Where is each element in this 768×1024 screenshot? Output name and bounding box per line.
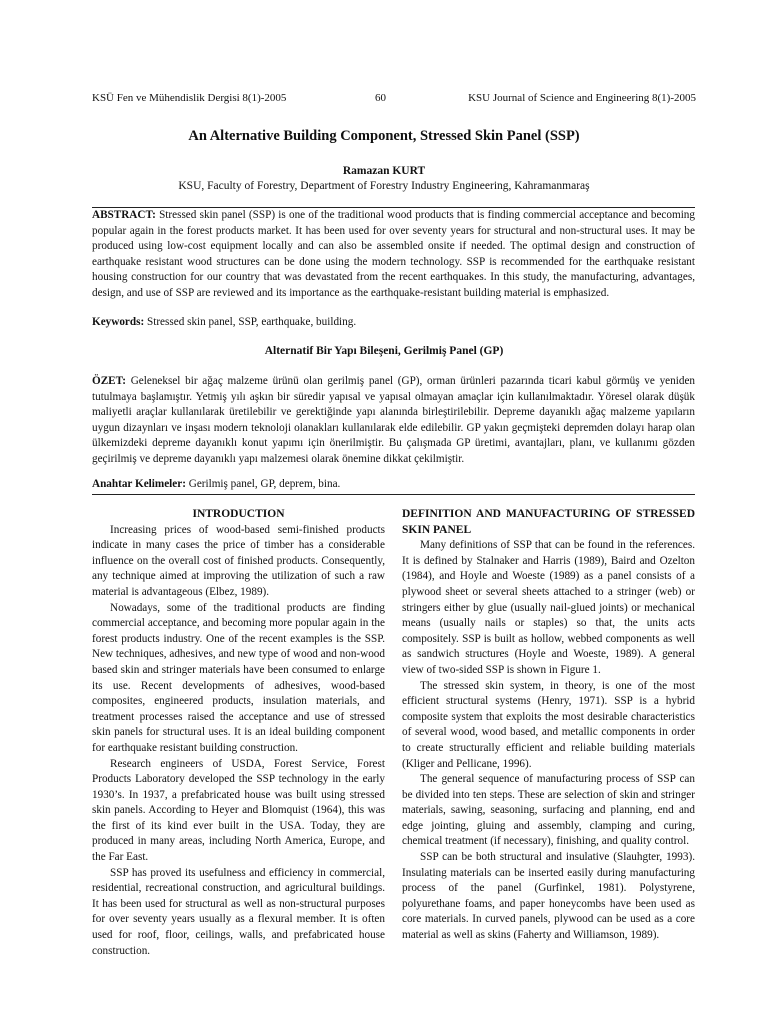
paragraph: Nowadays, some of the traditional products are finding commercial acceptance, and becoming more popular again in the forest products industry. One of the recent examples is the SSP. New techniques, adhesives, and new type of wood and non-wood based skin and stringer materials have been consumed to enlarge its use. Recent developments of adhesives, wood-based composites, engineered products, insulation materials, and treatment processes raised the acceptance and use of stressed skin panels for structural uses. It is an ideal building component for earthquake resistant building construction.	[92, 601, 385, 754]
paragraph: The general sequence of manufacturing process of SSP can be divided into ten steps. These are selection of skin and stringer materials, sawing, seasoning, surfacing and planning, end and edge jointing, gluing and assembly, clamping and curing, chemical treatment (if necessary), finishing, and quality control.	[402, 773, 695, 848]
header-journal-tr: KSÜ Fen ve Mühendislik Dergisi 8(1)-2005	[92, 92, 287, 104]
abstract-label: ABSTRACT:	[92, 209, 156, 221]
right-column	[402, 507, 695, 944]
running-header	[92, 92, 696, 108]
abstract-bottom-rule	[92, 494, 695, 495]
definition-heading: DEFINITION AND MANUFACTURING OF STRESSED SKIN PANEL	[402, 508, 695, 536]
header-journal-en: KSU Journal of Science and Engineering 8(1)-2005	[468, 92, 696, 104]
left-column	[92, 507, 385, 959]
introduction-heading: INTRODUCTION	[192, 508, 285, 520]
anahtar-text: Gerilmiş panel, GP, deprem, bina.	[185, 478, 341, 490]
keywords-text: Stressed skin panel, SSP, earthquake, building.	[144, 316, 357, 328]
paragraph: SSP can be both structural and insulative (Slauhgter, 1993). Insulating materials can be inserted easily during manufacturing process of the panel (Gurfinkel, 1981). Polystyrene, polyurethane foams, and paper honeycombs have been used as core materials. In curved panels, plywood can be used as a core material as well as skins (Faherty and Williamson, 1989).	[402, 851, 695, 942]
ozet	[92, 374, 695, 468]
anahtar-label: Anahtar Kelimeler:	[92, 478, 186, 490]
header-page-number: 60	[375, 92, 386, 104]
anahtar-kelimeler	[92, 477, 695, 493]
paragraph: The stressed skin system, in theory, is one of the most efficient structural systems (Henry, 1971). SSP is a hybrid composite system that exploits the most desirable characteristics of several wood, wood based, and metallic components in order to create structurally efficient and reliable building materials (Kliger and Pellicane, 1996).	[402, 679, 695, 770]
paragraph: Many definitions of SSP that can be found in the references. It is defined by Stalnaker and Harris (1989), Baird and Ozelton (1984), and Hoyle and Woeste (1989) as a panel consists of a plywood sheet or several sheets attached to a stringer (web) or stringers either by glue (usually nail-glued joints) or mechanical means (usually nails or staples) so that, the units acts compositely. SSP is built as hollow, webbed components as well as sandwich structures (Hoyle and Woeste, 1989). A general view of two-sided SSP is shown in Figure 1.	[402, 539, 695, 676]
paper-title: An Alternative Building Component, Stressed Skin Panel (SSP)	[188, 128, 580, 144]
author-name: Ramazan KURT	[342, 165, 426, 177]
paragraph: Increasing prices of wood-based semi-finished products indicate in many cases the price of timber has a considerable influence on the overall cost of finished products. Consequently, any technique aimed at improving the utilization of such a raw material is advantageous (Elbez, 1989).	[92, 523, 385, 598]
keywords-label: Keywords:	[92, 316, 145, 328]
turkish-title: Alternatif Bir Yapı Bileşeni, Gerilmiş Panel (GP)	[264, 345, 504, 357]
ozet-text: Geleneksel bir ağaç malzeme ürünü olan gerilmiş panel (GP), orman ürünleri pazarında ticari kabul görmüş ve yeniden tutulmaya başlamıştır. Yetmiş yılı aşkın bir süredir yapısal ve yapısal olmayan amaçlar için kullanılmaktadır. Yöresel olarak düşük maliyetli araçlar kullanılarak üretilebilir ve gerektiğinde yapı alanında birleştirilebilir. Depreme dayanıklı ağaç malzeme yapıların uygun dizaynları ve inşası modern teknoloji olanakları kullanılarak elde edilebilir. GP yakın geçmişteki depremden dolayı harap olan ülkemizdeki depreme dayanıklı konut yapımı için önerilmiştir. Bu çalışmada GP üretimi, avantajları, planı, ve kullanımı gözden geçirilmiş ve depreme dayanıklı yapı malzemesi olarak önemine dikkat çekilmiştir.	[92, 375, 695, 465]
keywords	[92, 315, 695, 331]
paragraph: SSP has proved its usefulness and efficiency in commercial, residential, recreational construction, and agricultural buildings. It has been used for structural as well as non-structural purposes for over seventy years usually as a flexural member. It is often used for roof, floor, ceilings, walls, and prefabricated house construction.	[92, 866, 385, 957]
paragraph: Research engineers of USDA, Forest Service, Forest Products Laboratory developed the SSP technology in the early 1930’s. In 1937, a prefabricated house was built using stressed skin panels. According to Heyer and Blomquist (1964), this was the first of its kind ever built in the USA. Today, they are produced in many areas, including North America, Europe, and the Far East.	[92, 757, 385, 864]
ozet-label: ÖZET:	[92, 375, 126, 387]
author-affiliation: KSU, Faculty of Forestry, Department of Forestry Industry Engineering, Kahramanmaraş	[178, 180, 590, 192]
abstract	[92, 208, 695, 302]
abstract-text: Stressed skin panel (SSP) is one of the traditional wood products that is finding commercial acceptance and becoming popular again in the forest products market. It has been used for over seventy years for structural and non-structural uses. It may be produced using low-cost equipment locally and can also be assembled onsite if needed. The optimal design and construction of earthquake resistant wood structures can be done using the modern technology. SSP is recommended for the earthquake resistant housing construction for our country that was devastated from the recent earthquakes. In this study, the manufacturing, advantages, design, and use of SSP are reviewed and its importance as the earthquake-resistant building material is emphasized.	[92, 209, 695, 299]
